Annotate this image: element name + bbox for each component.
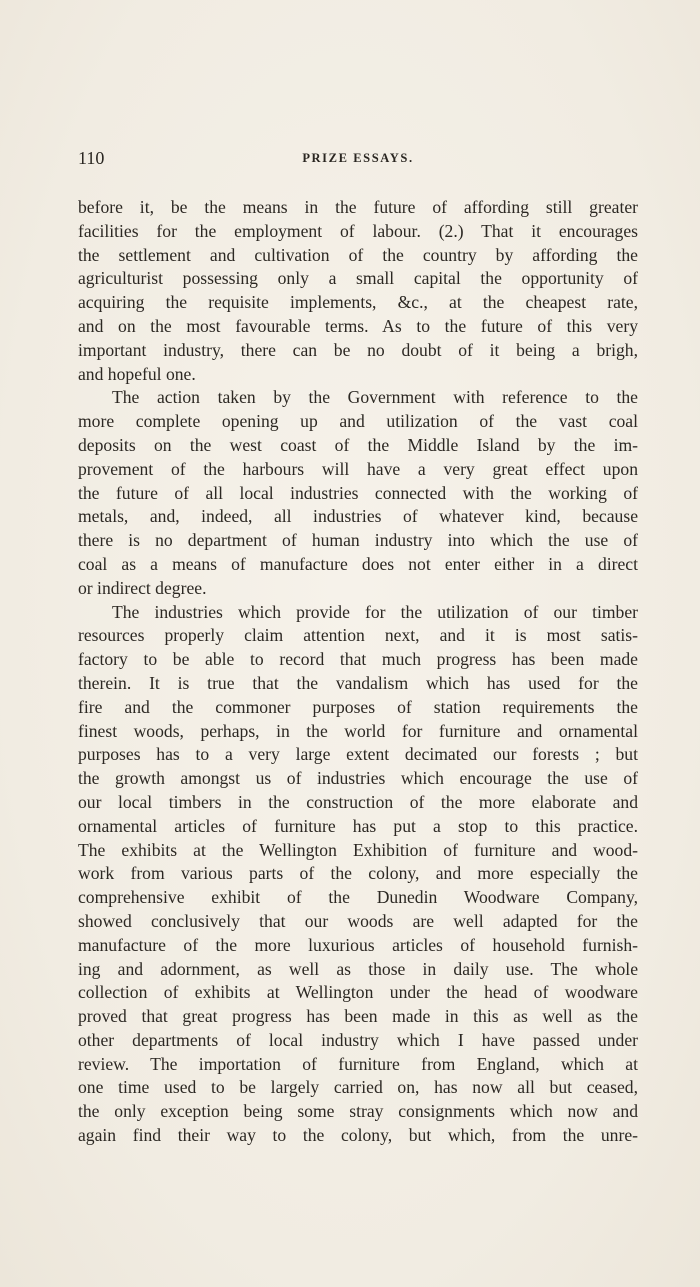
text-line: the future of all local industries connected with the working of <box>78 482 638 503</box>
body-text <box>78 196 638 1148</box>
page-number: 110 <box>78 148 105 168</box>
text-line: agriculturist possessing only a small capital the opportunity of <box>78 268 638 289</box>
text-line: facilities for the employment of labour. (2.) That it encourages <box>78 220 638 241</box>
text-line: factory to be able to record that much progress has been made <box>78 649 638 670</box>
text-line: other departments of local industry which I have passed under <box>78 1029 638 1050</box>
text-line: resources properly claim attention next, and it is most satis- <box>78 625 638 646</box>
text-line: more complete opening up and utilization of the vast coal <box>78 411 638 432</box>
text-line: acquiring the requisite implements, &c., at the cheapest rate, <box>78 292 638 313</box>
text-line: collection of exhibits at Wellington under the head of woodware <box>78 982 638 1003</box>
text-line: the only exception being some stray consignments which now and <box>78 1101 638 1122</box>
running-head: PRIZE ESSAYS. <box>302 151 414 165</box>
text-line: the settlement and cultivation of the country by affording the <box>78 244 638 265</box>
text-line: work from various parts of the colony, and more especially the <box>78 863 638 884</box>
text-line: The exhibits at the Wellington Exhibition of furniture and wood- <box>78 839 638 860</box>
text-line: and on the most favourable terms. As to the future of this very <box>78 315 638 336</box>
text-line: fire and the commoner purposes of station requirements the <box>78 696 638 717</box>
text-line: or indirect degree. <box>78 577 207 598</box>
text-line: showed conclusively that our woods are well adapted for the <box>78 910 638 931</box>
text-line: one time used to be largely carried on, has now all but ceased, <box>78 1077 638 1098</box>
text-line: purposes has to a very large extent decimated our forests ; but <box>78 744 638 765</box>
text-line: and hopeful one. <box>78 363 196 384</box>
text-line: provement of the harbours will have a very great effect upon <box>78 458 638 479</box>
text-line: The industries which provide for the utilization of our timber <box>112 601 638 622</box>
text-line: metals, and, indeed, all industries of whatever kind, because <box>78 506 638 527</box>
text-line: coal as a means of manufacture does not enter either in a direct <box>78 553 638 574</box>
text-line: important industry, there can be no doubt of it being a brigh, <box>78 339 638 360</box>
text-line: there is no department of human industry into which the use of <box>78 530 638 551</box>
page-header <box>78 148 638 172</box>
text-line: finest woods, perhaps, in the world for furniture and ornamental <box>78 720 638 741</box>
text-line: the growth amongst us of industries which encourage the use of <box>78 768 638 789</box>
text-line: ornamental articles of furniture has put a stop to this practice. <box>78 815 638 836</box>
text-line: The action taken by the Government with reference to the <box>112 387 638 408</box>
text-line: review. The importation of furniture from England, which at <box>78 1053 638 1074</box>
text-line: before it, be the means in the future of affording still greater <box>78 197 638 217</box>
text-line: deposits on the west coast of the Middle Island by the im- <box>78 434 638 455</box>
text-line: proved that great progress has been made in this as well as the <box>78 1006 638 1027</box>
text-line: manufacture of the more luxurious articles of household furnish- <box>78 934 638 955</box>
text-line: our local timbers in the construction of the more elaborate and <box>78 791 638 812</box>
text-line: therein. It is true that the vandalism which has used for the <box>78 672 638 693</box>
text-line: ing and adornment, as well as those in daily use. The whole <box>78 958 638 979</box>
text-line: comprehensive exhibit of the Dunedin Woodware Company, <box>78 887 638 908</box>
text-line: again find their way to the colony, but which, from the unre- <box>78 1125 638 1146</box>
